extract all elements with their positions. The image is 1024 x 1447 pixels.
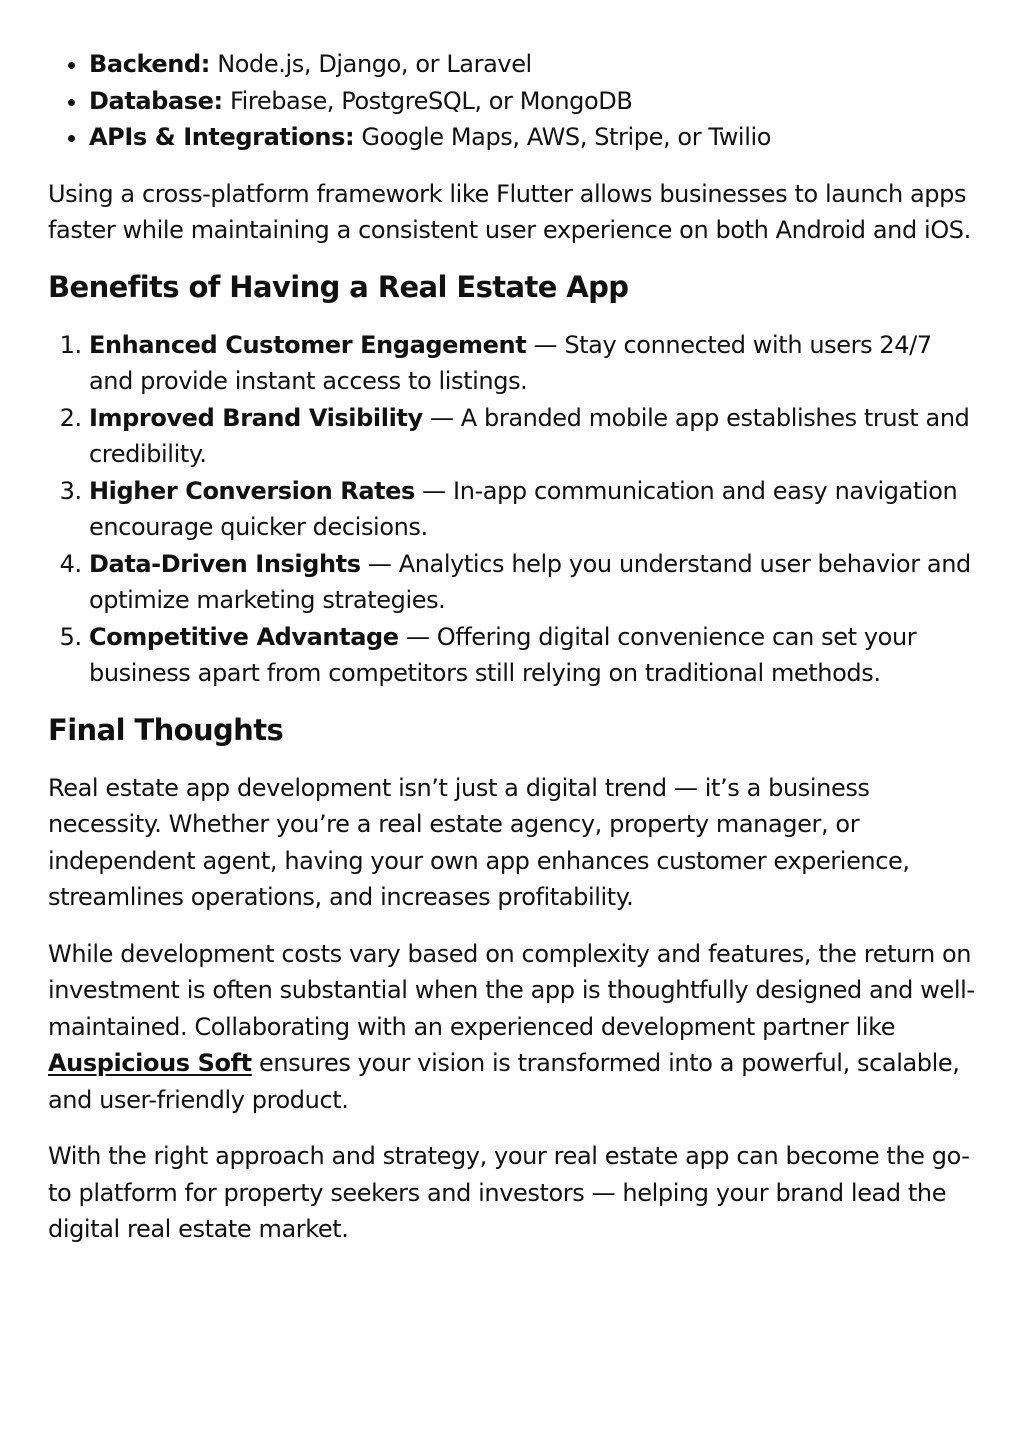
list-item — [89, 119, 976, 156]
list-item — [89, 400, 976, 473]
benefit-title: Competitive Advantage — [89, 622, 399, 651]
benefit-title: Improved Brand Visibility — [89, 403, 423, 432]
benefit-title: Higher Conversion Rates — [89, 476, 415, 505]
benefit-title: Enhanced Customer Engagement — [89, 330, 527, 359]
list-item-label: Backend: — [89, 50, 210, 78]
list-item — [89, 619, 976, 692]
tech-stack-list — [48, 46, 976, 156]
auspicious-soft-link[interactable]: Auspicious Soft — [48, 1049, 252, 1077]
list-item-value: Firebase, PostgreSQL, or MongoDB — [229, 86, 633, 115]
paragraph-text: ensures your vision is transformed into a powerful, scalable, and user-friendly product. — [48, 1049, 960, 1114]
paragraph-text: While development costs vary based on complexity and features, the return on investment is often substantial when the app is thoughtfully designed and well-maintained. Collaborating with an experienced development partner like — [48, 939, 975, 1041]
list-item — [89, 46, 976, 83]
benefit-text: — Analytics help you understand user behavior and optimize marketing strategies. — [89, 549, 971, 614]
benefits-list — [48, 327, 976, 692]
benefit-text: — A branded mobile app establishes trust and credibility. — [89, 403, 970, 468]
final-thoughts-paragraph-3: With the right approach and strategy, your real estate app can become the go-to platform for property seekers and investors — helping your brand lead the digital real estate market. — [48, 1142, 970, 1243]
benefit-text: — Offering digital convenience can set your business apart from competitors still relying on traditional methods. — [89, 622, 917, 687]
list-item — [89, 473, 976, 546]
article-body — [48, 46, 976, 1248]
list-item — [89, 83, 976, 120]
final-thoughts-paragraph-1: Real estate app development isn’t just a digital trend — it’s a business necessity. Whether you’re a real estate agency, property manager, or independent agent, having your own app enhances customer experience, streamlines operations, and increases profitability. — [48, 773, 910, 911]
list-item-value: Google Maps, AWS, Stripe, or Twilio — [361, 123, 772, 151]
list-item-label: Database: — [89, 86, 223, 115]
benefit-text: — In-app communication and easy navigation encourage quicker decisions. — [89, 476, 958, 541]
final-thoughts-heading: Final Thoughts — [48, 712, 284, 747]
benefits-heading: Benefits of Having a Real Estate App — [48, 269, 629, 304]
list-item — [89, 327, 976, 400]
list-item-label: APIs & Integrations: — [89, 123, 355, 151]
final-thoughts-paragraph-2 — [48, 936, 976, 1119]
list-item-value: Node.js, Django, or Laravel — [217, 50, 532, 78]
list-item — [89, 546, 976, 619]
cross-platform-paragraph: Using a cross-platform framework like Flutter allows businesses to launch apps faster while maintaining a consistent user experience on both Android and iOS. — [48, 179, 971, 244]
benefit-text: — Stay connected with users 24/7 and provide instant access to listings. — [89, 330, 932, 395]
benefit-title: Data-Driven Insights — [89, 549, 361, 578]
